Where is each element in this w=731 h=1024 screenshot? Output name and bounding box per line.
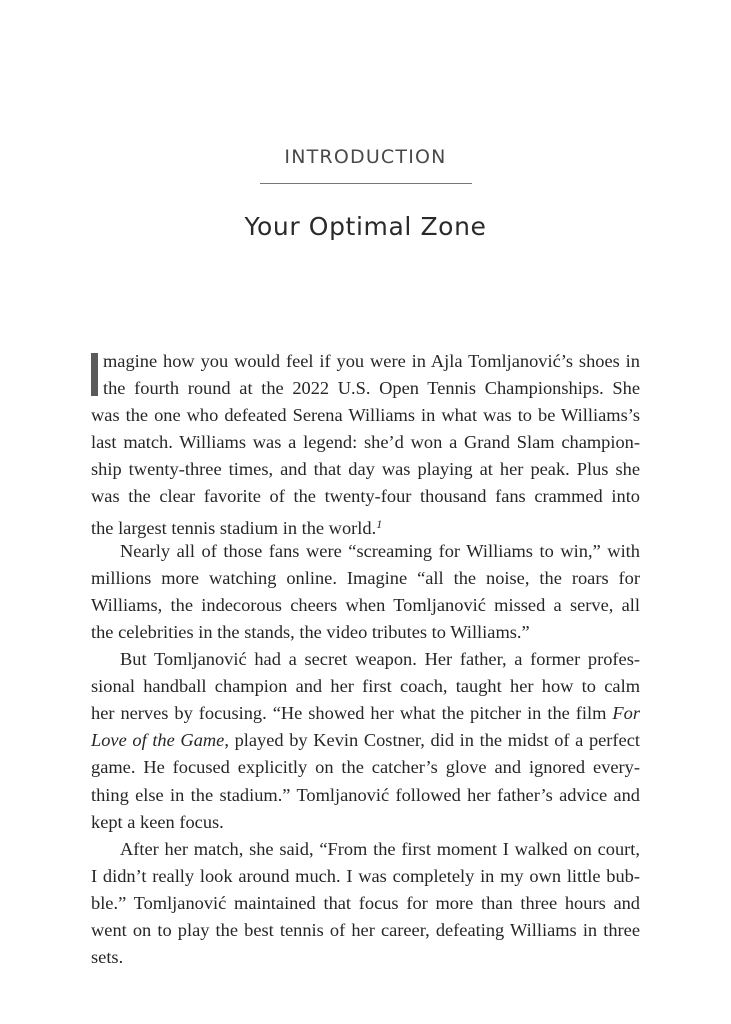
footnote-marker[interactable]: 1 [376,516,383,531]
drop-cap-letter [91,353,98,396]
paragraph-1-line-5: ship twenty-three times, and that day was playing at her peak. Plus she [91,459,640,480]
paragraph-1-line-6: was the clear favorite of the twenty-four thousand fans crammed into [91,486,640,507]
paragraph-4-line-2: I didn’t really look around much. I was completely in my own little bub- [91,865,640,886]
paragraph-1-line-2: the fourth round at the 2022 U.S. Open Tennis Championships. She [103,378,640,399]
paragraph-1-line-7-text: the largest tennis stadium in the world. [91,517,377,538]
body-text [91,348,640,971]
paragraph-2-line-4: the celebrities in the stands, the video tributes to Williams.” [91,621,530,642]
chapter-title: Your Optimal Zone [244,212,487,241]
paragraph-1-line-4: last match. Williams was a legend: she’d won a Grand Slam champion- [91,432,640,453]
paragraph-3-line-7: kept a keen focus. [91,811,224,832]
paragraph-1-line-3: was the one who defeated Serena Williams in what was to be Williams’s [91,405,640,426]
paragraph-4-line-1: After her match, she said, “From the first moment I walked on court, [120,838,640,859]
paragraph-3-line-3 [91,700,640,727]
paragraph-2-line-3: Williams, the indecorous cheers when Tomljanović missed a serve, all [91,594,640,615]
film-title-italic-part-1: For [612,703,640,724]
paragraph-3-line-5: game. He focused explicitly on the catcher’s glove and ignored every- [91,757,640,778]
paragraph-3-line-3-text: her nerves by focusing. “He showed her what the pitcher in the film [91,703,613,724]
paragraph-1-line-1: magine how you would feel if you were in Ajla Tomljanović’s shoes in [103,351,640,371]
paragraph-3-line-1: But Tomljanović had a secret weapon. Her father, a former profes- [120,649,640,670]
film-title-italic-part-2: Love of the Game [91,730,225,751]
paragraph-3-line-6: thing else in the stadium.” Tomljanović followed her father’s advice and [91,784,640,805]
paragraph-3-line-4 [91,727,640,754]
paragraph-2-line-1: Nearly all of those fans were “screaming for Williams to win,” with [120,540,640,561]
paragraph-3-line-4-text: , played by Kevin Costner, did in the midst of a perfect [224,730,640,751]
paragraph-1-line-7 [91,511,640,538]
paragraph-2-line-2: millions more watching online. Imagine “all the noise, the roars for [91,567,640,588]
chapter-label: INTRODUCTION [284,146,447,168]
chapter-rule-divider [260,183,472,184]
paragraph-4-line-5: sets. [91,947,124,968]
paragraph-4-line-3: ble.” Tomljanović maintained that focus for more than three hours and [91,892,640,913]
paragraph-4-line-4: went on to play the best tennis of her career, defeating Williams in three [91,919,640,940]
paragraph-3-line-2: sional handball champion and her first coach, taught her how to calm [91,676,640,697]
